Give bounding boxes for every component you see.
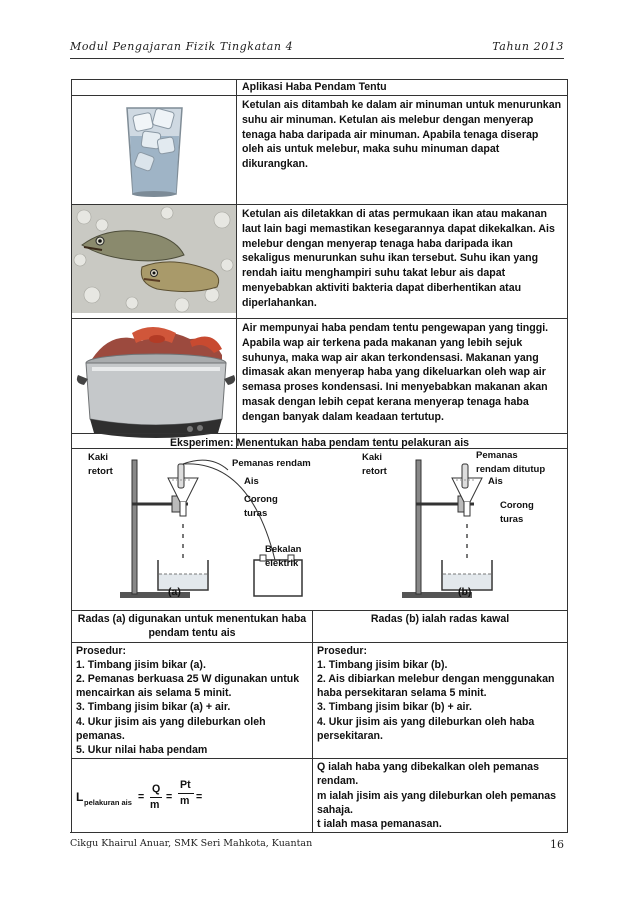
page-header	[70, 40, 564, 58]
procedure-a	[72, 642, 313, 759]
label-rendam-ditutup-b: rendam ditutup	[476, 464, 546, 476]
experiment-diagram-cell	[72, 434, 568, 611]
page-footer	[70, 838, 564, 849]
label-kaki-b: Kaki	[362, 452, 383, 464]
label-ais-a: Ais	[244, 476, 259, 488]
application-text-2: Ketulan ais diletakkan di atas permukaan ikan atau makanan laut lain bagi memastikan kesegarannya dapat dikekalkan. Ais melebur dengan menyerap tenaga haba daripada ikan sekaligus menurunkan suhu ikan tersebut. Suhu ikan yang rendah iaitu menghampiri suhu takat lebur ais dapat menyebabkan aktiviti bakteria dapat diberhentikan atau diperlahankan.	[237, 205, 568, 319]
formula-equals-3: =	[196, 791, 203, 804]
label-pemanas-b: Pemanas	[476, 450, 518, 462]
caption-a: (a)	[168, 586, 181, 599]
label-kaki-a: Kaki	[88, 452, 109, 464]
application-heading: Aplikasi Haba Pendam Tentu	[237, 80, 568, 96]
formula-pt: Pt	[180, 779, 191, 792]
procedure-a-title: Prosedur:	[76, 644, 127, 657]
label-elektrik-a: elektrik	[265, 558, 299, 570]
caption-b: (b)	[458, 586, 472, 599]
formula-subscript: pelakuran ais	[84, 798, 132, 808]
procedure-a-step: 4. Ukur jisim ais yang dileburkan oleh pemanas.	[76, 715, 266, 742]
heading-spacer	[72, 80, 237, 96]
procedure-b-step: 3. Timbang jisim bikar (b) + air.	[317, 701, 472, 714]
formula-notes	[313, 759, 568, 833]
procedure-a-step: 3. Timbang jisim bikar (a) + air.	[76, 701, 231, 714]
note-q: Q ialah haba yang dibekalkan oleh pemanas rendam.	[317, 761, 539, 788]
label-bekalan-a: Bekalan	[265, 544, 302, 556]
label-corong-a: Corong	[244, 494, 278, 506]
header-title: Modul Pengajaran Fizik Tingkatan 4	[70, 40, 294, 53]
procedure-b-step: 1. Timbang jisim bikar (b).	[317, 658, 448, 671]
footer-author: Cikgu Khairul Anuar, SMK Seri Mahkota, Kuantan	[70, 838, 313, 849]
fish-on-ice-image	[72, 205, 236, 313]
procedure-b-title: Prosedur:	[317, 644, 368, 657]
desc-a: Radas (a) digunakan untuk menentukan haba pendam tentu ais	[72, 611, 313, 642]
label-retort-a: retort	[88, 466, 113, 478]
note-m: m ialah jisim ais yang dileburkan oleh pemanas sahaja.	[317, 789, 557, 816]
image-cell-steamer	[72, 319, 237, 449]
apparatus-a-diagram	[100, 450, 340, 610]
procedure-a-step: 5. Ukur nilai haba pendam	[76, 744, 208, 757]
note-t: t ialah masa pemanasan.	[317, 818, 442, 831]
application-text-1: Ketulan ais ditambah ke dalam air minuman untuk menurunkan suhu air minuman. Ketulan ais melebur dengan menyerap tenaga haba daripada air minuman. Apabila tenaga diserap oleh ais untuk melebur, maka suhu minuman dapat dikurangkan.	[237, 96, 568, 205]
image-cell-fish	[72, 205, 237, 319]
application-text-3: Air mempunyai haba pendam tentu pengewapan yang tinggi. Apabila wap air terkena pada makanan yang lebih sejuk suhunya, maka wap air akan terkondensasi. Makanan yang dimasak akan menyerap haba yang dikeluarkan oleh wap air semasa proses kondensasi. Ini menyebabkan makanan akan masak dengan lebih cepat kerana menyerap tenaga haba dengan banyak dalam keadaan tertutup.	[237, 319, 568, 449]
procedure-a-step: 2. Pemanas berkuasa 25 W digunakan untuk mencairkan ais selama 5 minit.	[76, 673, 300, 700]
formula-m-1: m	[150, 799, 160, 812]
formula-q: Q	[152, 783, 161, 796]
procedure-b	[313, 642, 568, 759]
apparatus-diagrams	[72, 450, 567, 610]
experiment-title: Eksperimen: Menentukan haba pendam tentu pelakuran ais	[169, 437, 470, 449]
header-year: Tahun 2013	[492, 40, 564, 53]
page-number: 16	[550, 838, 564, 851]
procedure-b-step: 4. Ukur jisim ais yang dileburkan oleh haba persekitaran.	[317, 715, 535, 742]
label-pemanas-a: Pemanas rendam	[232, 458, 311, 470]
latent-heat-formula	[76, 760, 308, 830]
label-retort-b: retort	[362, 466, 387, 478]
label-turas-b: turas	[500, 514, 524, 526]
procedure-a-step: 1. Timbang jisim bikar (a).	[76, 658, 206, 671]
formula-cell	[72, 759, 313, 833]
desc-b: Radas (b) ialah radas kawal	[313, 611, 568, 642]
glass-of-ice-water-image	[72, 96, 236, 199]
steamer-pot-image	[72, 319, 236, 443]
experiment-table	[71, 433, 568, 833]
formula-l: L	[76, 790, 84, 805]
formula-equals-2: =	[166, 791, 173, 804]
application-table	[71, 79, 568, 449]
footer-divider	[70, 832, 564, 833]
image-cell-glass	[72, 96, 237, 205]
label-corong-b: Corong	[500, 500, 534, 512]
formula-equals-1: =	[138, 791, 145, 804]
header-divider	[70, 58, 564, 59]
label-ais-b: Ais	[488, 476, 503, 488]
label-turas-a: turas	[244, 508, 268, 520]
procedure-b-step: 2. Ais dibiarkan melebur dengan menggunakan haba persekitaran selama 5 minit.	[317, 673, 555, 700]
formula-m-2: m	[180, 795, 190, 808]
